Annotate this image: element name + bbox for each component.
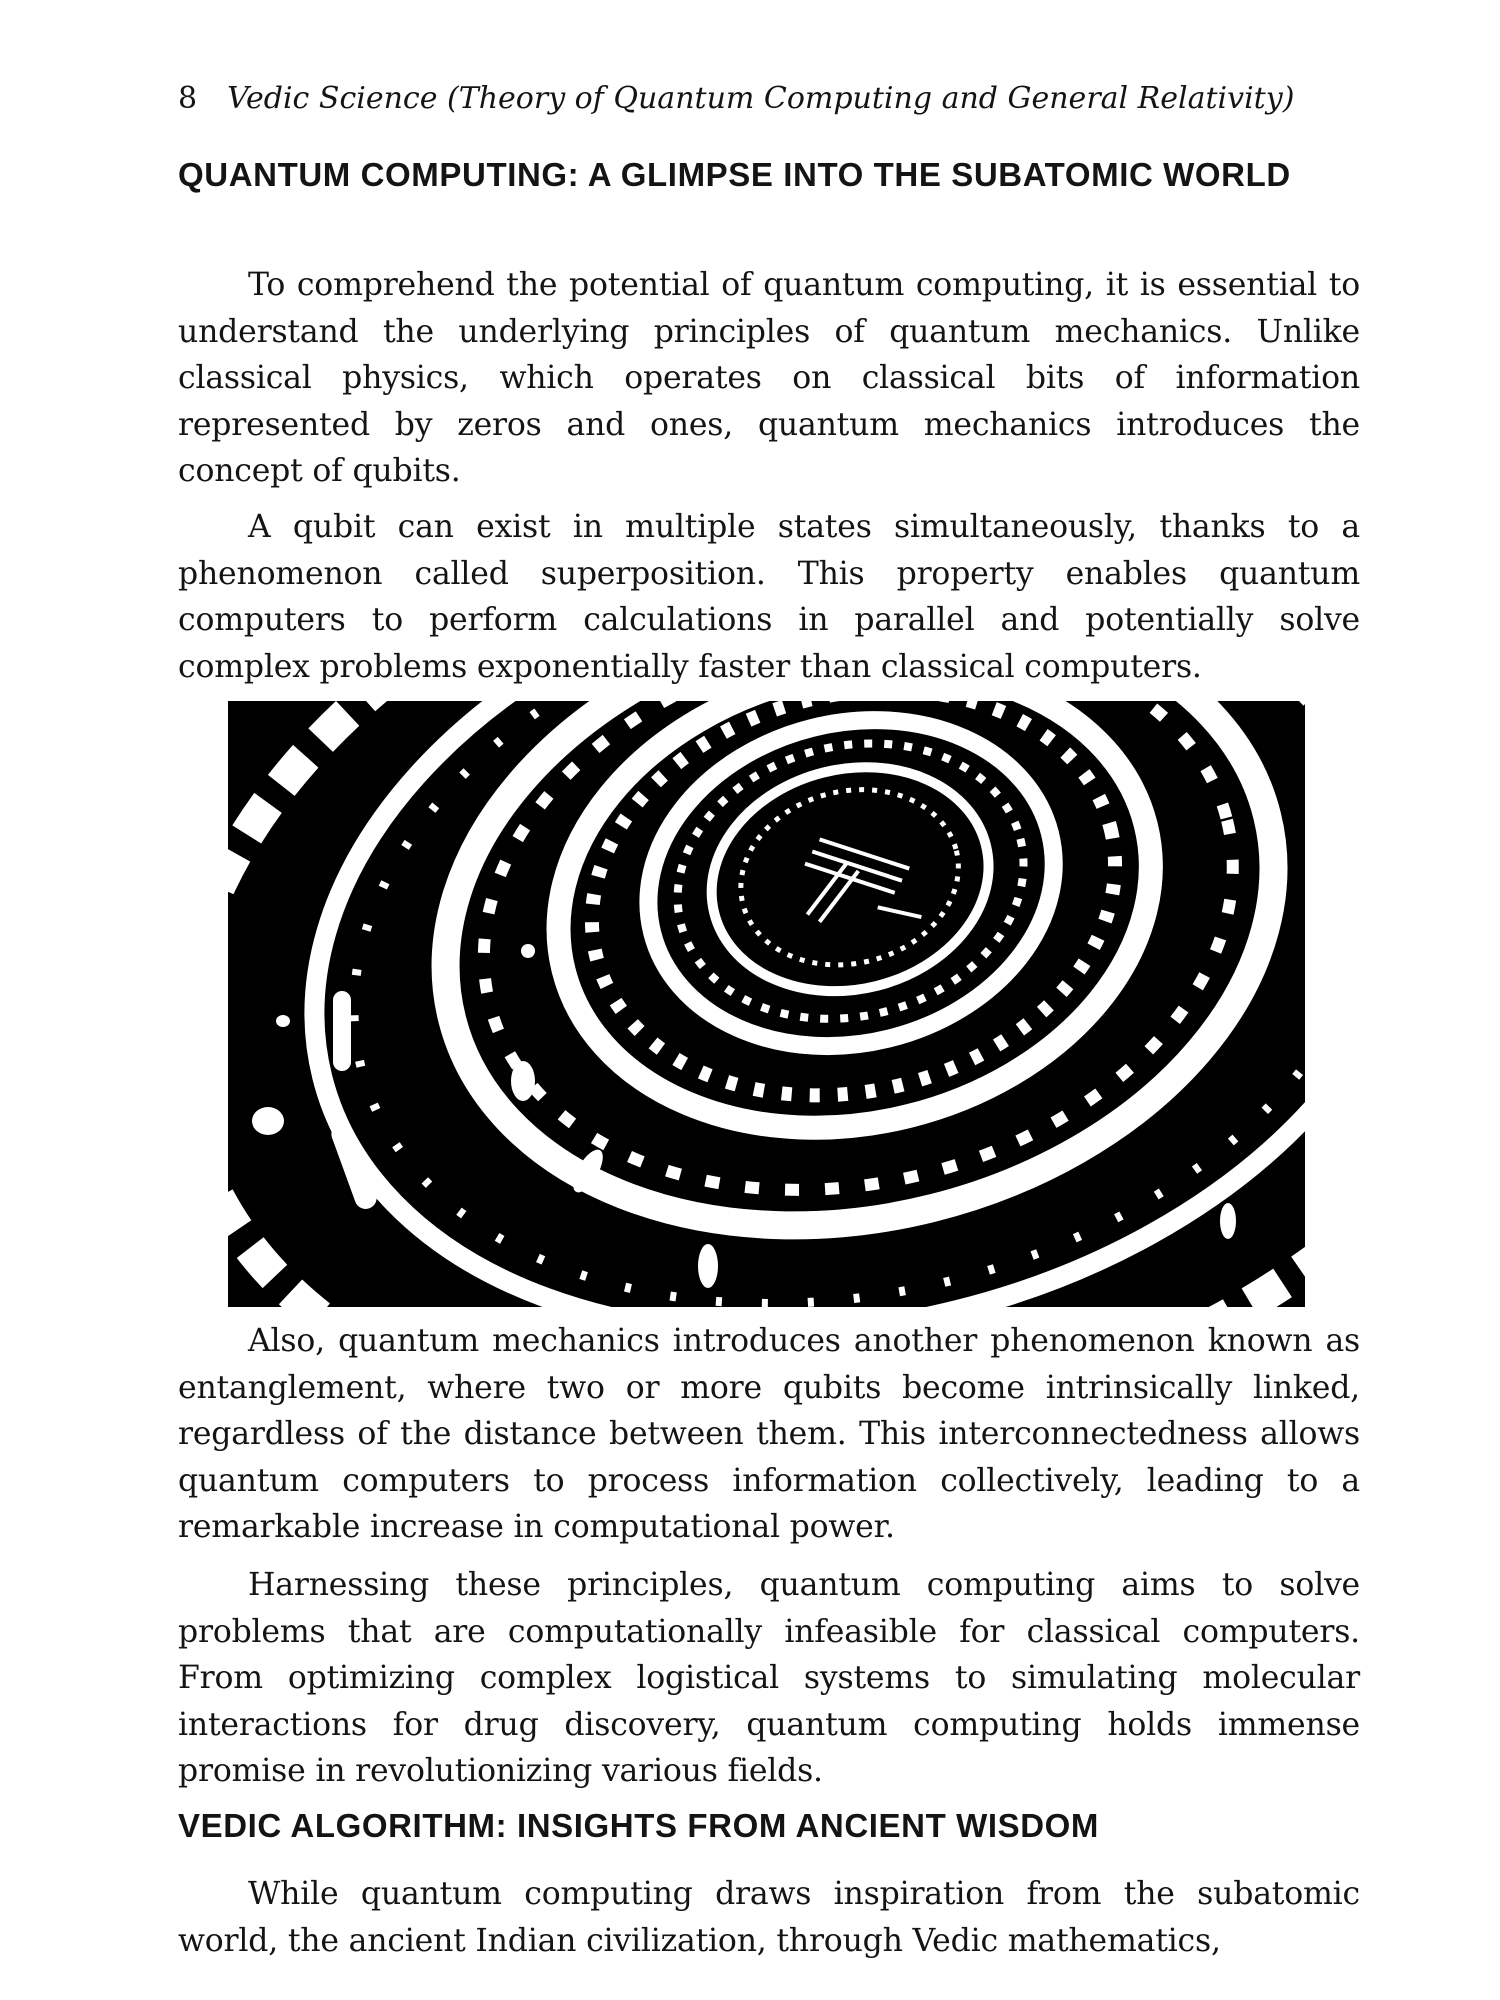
section-heading-quantum-computing: QUANTUM COMPUTING: A GLIMPSE INTO THE SUBATOMIC WORLD [178,156,1291,193]
paragraph-applications: Harnessing these principles, quantum computing aims to solve problems that are computationally infeasible for classical computers. From optimizing complex logistical systems to simulating molecular interactions for drug discovery, quantum computing holds immense promise in revolutionizing various fields. [178,1567,1360,1789]
paragraph-qubits-intro: To comprehend the potential of quantum computing, it is essential to understand the underlying principles of quantum mechanics. Unlike classical physics, which operates on classical bits of information represented by zeros and ones, quantum mechanics introduces the concept of qubits. [178,267,1360,489]
paragraph-vedic-intro: While quantum computing draws inspiration from the subatomic world, the ancient Indian civilization, through Vedic mathematics, [178,1876,1360,1959]
running-header [178,76,1358,122]
paragraph-superposition: A qubit can exist in multiple states simultaneously, thanks to a phenomenon called superposition. This property enables quantum computers to perform calculations in parallel and potentially solve complex problems exponentially faster than classical computers. [178,509,1360,685]
page-number: 8 [178,81,198,116]
quantum-rings-figure [228,701,1305,1307]
paragraph-entanglement: Also, quantum mechanics introduces another phenomenon known as entanglement, where two or more qubits become intrinsically linked, regardless of the distance between them. This interconnectedness allows quantum computers to process information collectively, leading to a remarkable increase in computational power. [178,1323,1360,1545]
quantum-rings-image [228,701,1305,1307]
section-heading-vedic-algorithm: VEDIC ALGORITHM: INSIGHTS FROM ANCIENT WISDOM [178,1807,1100,1844]
running-title: Vedic Science (Theory of Quantum Computing and General Relativity) [227,81,1295,116]
